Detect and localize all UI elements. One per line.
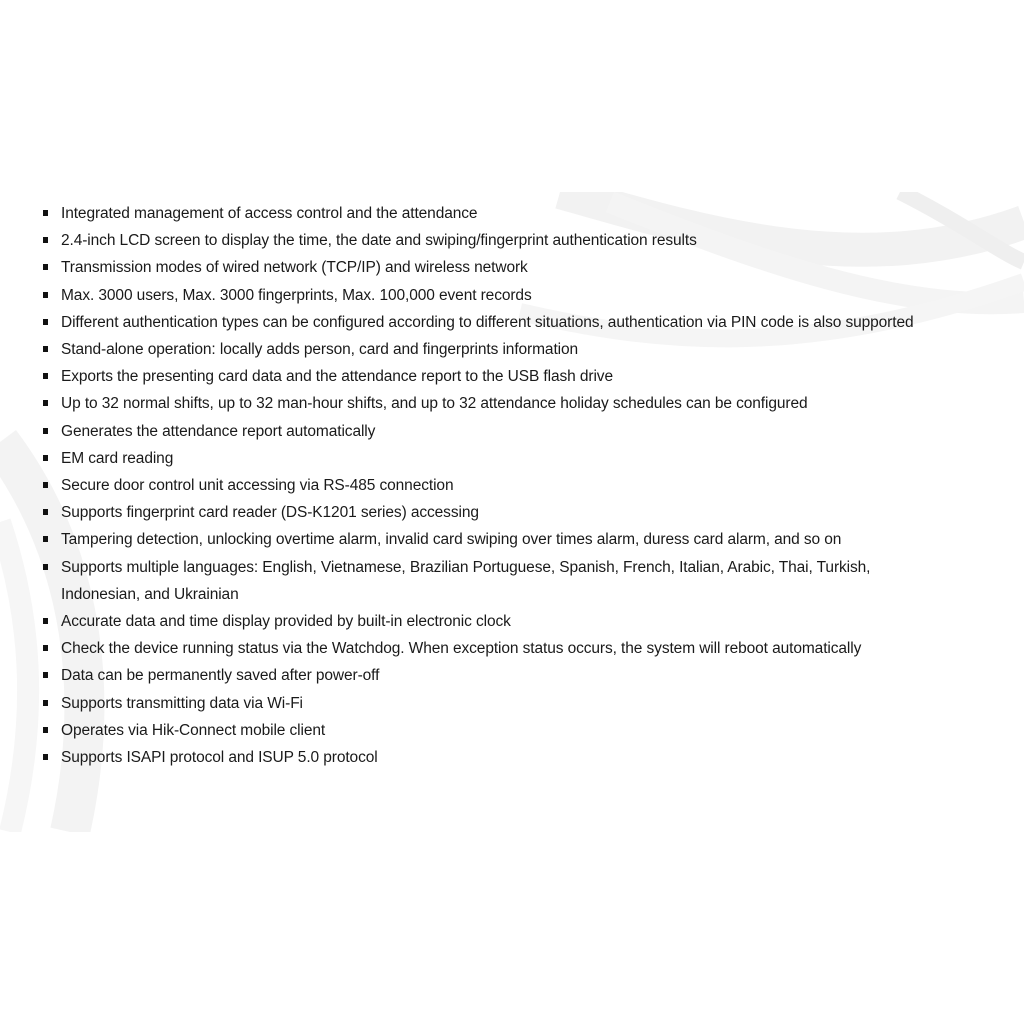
square-bullet-icon (43, 455, 48, 461)
square-bullet-icon (43, 319, 48, 325)
feature-text: Max. 3000 users, Max. 3000 fingerprints, Max. 100,000 event records (61, 286, 532, 304)
feature-item (40, 662, 940, 689)
feature-item (40, 418, 940, 445)
feature-item (40, 554, 940, 608)
square-bullet-icon (43, 564, 48, 570)
feature-item (40, 309, 940, 336)
feature-text: Accurate data and time display provided by built-in electronic clock (61, 613, 511, 631)
feature-text: Supports fingerprint card reader (DS-K1201 series) accessing (61, 504, 479, 522)
feature-item (40, 744, 940, 771)
feature-item (40, 445, 940, 472)
square-bullet-icon (43, 754, 48, 760)
square-bullet-icon (43, 428, 48, 434)
square-bullet-icon (43, 264, 48, 270)
feature-text: Check the device running status via the Watchdog. When exception status occurs, the system will reboot automatically (61, 640, 862, 658)
feature-list (40, 200, 940, 771)
feature-text: 2.4-inch LCD screen to display the time, the date and swiping/fingerprint authentication results (61, 232, 697, 250)
square-bullet-icon (43, 645, 48, 651)
feature-text: Generates the attendance report automatically (61, 422, 376, 440)
feature-item (40, 690, 940, 717)
feature-text: Secure door control unit accessing via RS-485 connection (61, 477, 454, 495)
feature-item (40, 336, 940, 363)
feature-text: Integrated management of access control and the attendance (61, 205, 478, 222)
feature-text: Up to 32 normal shifts, up to 32 man-hour shifts, and up to 32 attendance holiday schedules can be configured (61, 395, 808, 413)
square-bullet-icon (43, 373, 48, 379)
feature-text: EM card reading (61, 449, 174, 467)
square-bullet-icon (43, 727, 48, 733)
feature-text: Data can be permanently saved after power-off (61, 667, 380, 685)
feature-text: Operates via Hik-Connect mobile client (61, 721, 326, 739)
feature-item (40, 200, 940, 227)
feature-item (40, 717, 940, 744)
feature-text: Exports the presenting card data and the attendance report to the USB flash drive (61, 368, 613, 386)
feature-item (40, 390, 940, 417)
feature-item (40, 608, 940, 635)
square-bullet-icon (43, 618, 48, 624)
square-bullet-icon (43, 536, 48, 542)
feature-item (40, 635, 940, 662)
feature-item (40, 526, 940, 553)
square-bullet-icon (43, 672, 48, 678)
square-bullet-icon (43, 346, 48, 352)
square-bullet-icon (43, 482, 48, 488)
feature-text: Transmission modes of wired network (TCP/IP) and wireless network (61, 259, 528, 277)
square-bullet-icon (43, 400, 48, 406)
feature-item (40, 254, 940, 281)
feature-item (40, 472, 940, 499)
square-bullet-icon (43, 237, 48, 243)
square-bullet-icon (43, 700, 48, 706)
square-bullet-icon (43, 210, 48, 216)
feature-item (40, 282, 940, 309)
feature-item (40, 227, 940, 254)
feature-text: Supports ISAPI protocol and ISUP 5.0 protocol (61, 749, 378, 767)
square-bullet-icon (43, 292, 48, 298)
feature-text: Different authentication types can be configured according to different situations, authentication via PIN code is also supported (61, 313, 914, 331)
square-bullet-icon (43, 509, 48, 515)
feature-item (40, 499, 940, 526)
feature-text: Stand-alone operation: locally adds person, card and fingerprints information (61, 341, 579, 359)
feature-text: Supports multiple languages: English, Vietnamese, Brazilian Portuguese, Spanish, French, Italian, Arabic, Thai, Turkish, Indonesian, and Ukrainian (61, 558, 871, 603)
feature-text: Supports transmitting data via Wi-Fi (61, 694, 303, 712)
feature-text: Tampering detection, unlocking overtime alarm, invalid card swiping over times alarm, duress card alarm, and so on (61, 531, 842, 549)
feature-item (40, 363, 940, 390)
